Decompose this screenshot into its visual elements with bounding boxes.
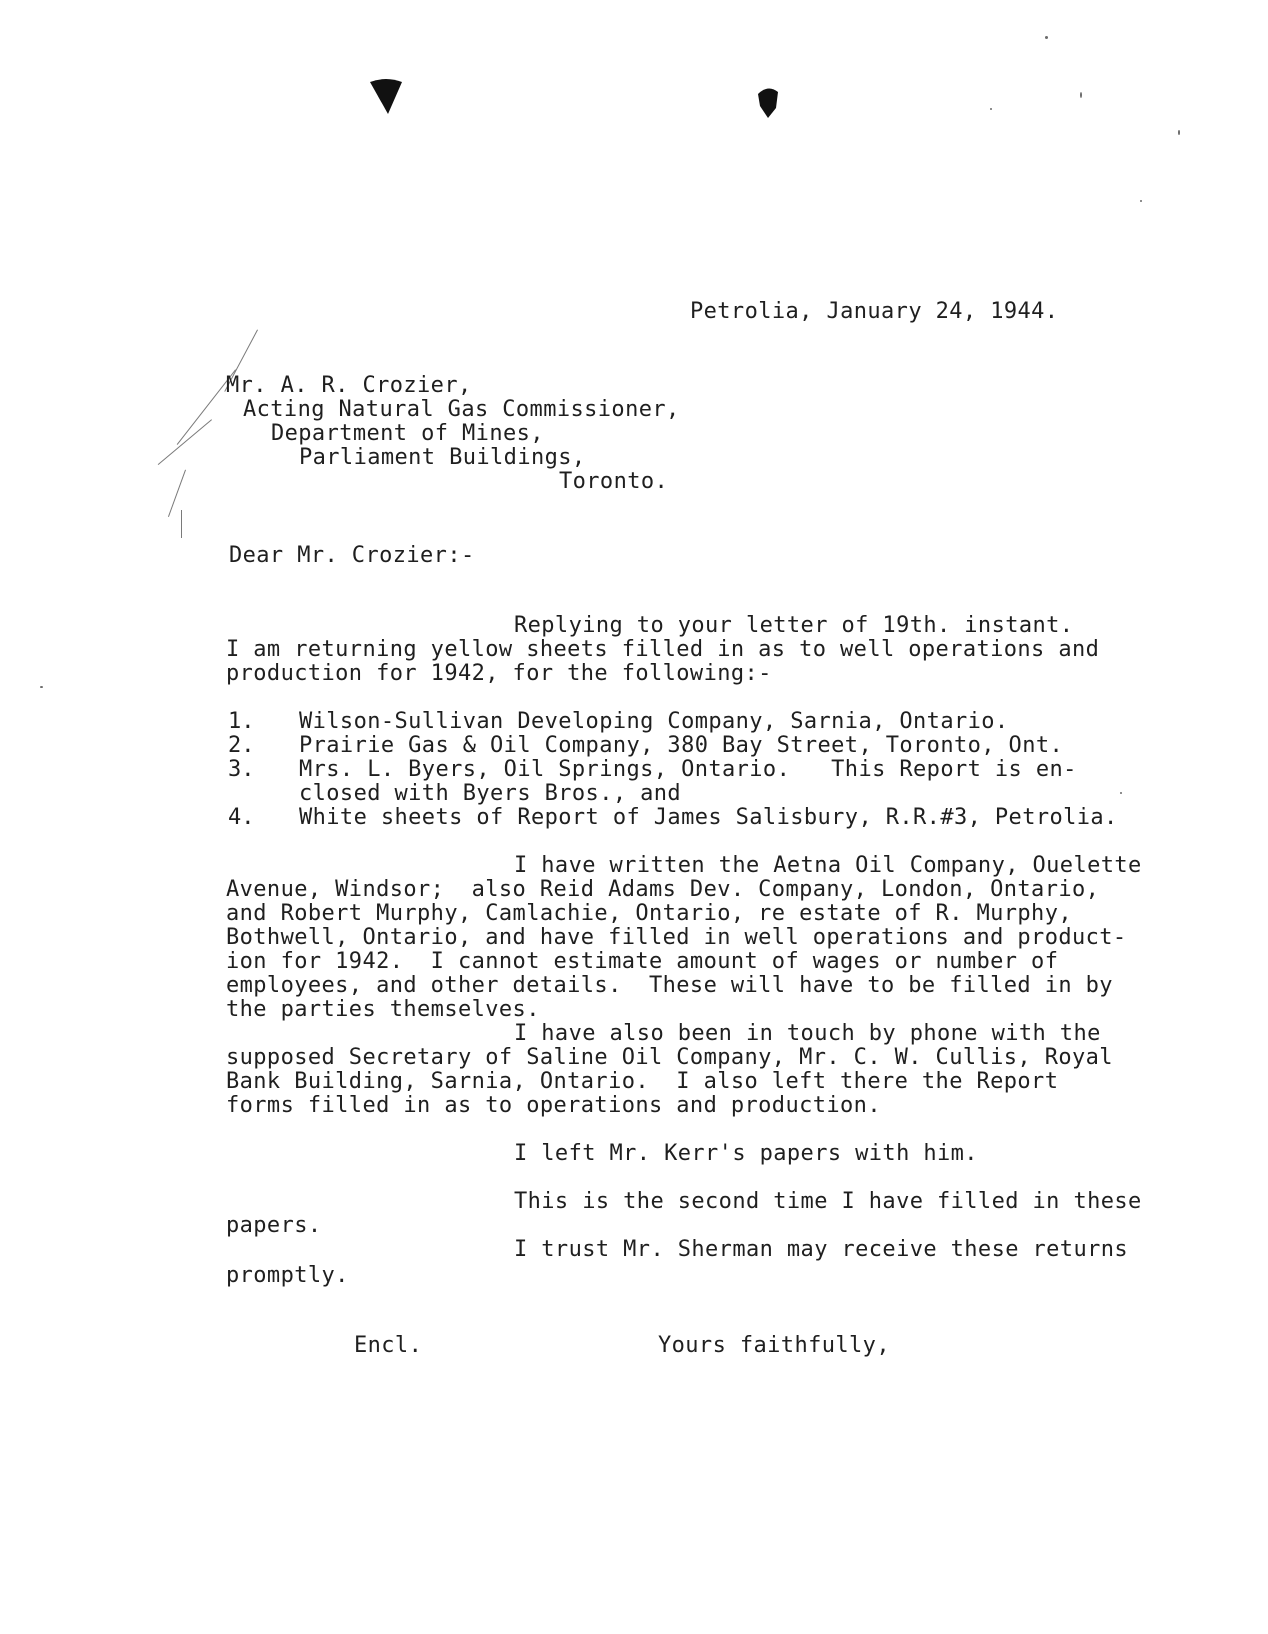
list-number: 1.	[228, 709, 255, 734]
punch-hole-right	[754, 84, 782, 120]
list-item: Wilson-Sullivan Developing Company, Sarnia, Ontario.	[299, 709, 1009, 734]
body-line: the parties themselves.	[226, 997, 540, 1022]
pencil-mark	[181, 510, 182, 538]
paper-speck	[1080, 92, 1082, 98]
list-item-continuation: closed with Byers Bros., and	[299, 781, 682, 806]
list-number: 3.	[228, 757, 255, 782]
body-line: and Robert Murphy, Camlachie, Ontario, re estate of R. Murphy,	[226, 901, 1072, 926]
paper-speck	[1178, 130, 1180, 135]
punch-hole-left	[368, 76, 404, 116]
body-line: forms filled in as to operations and production.	[226, 1093, 881, 1118]
body-line: I have also been in touch by phone with the	[514, 1021, 1101, 1046]
body-line: I left Mr. Kerr's papers with him.	[514, 1141, 978, 1166]
complimentary-close: Yours faithfully,	[658, 1333, 890, 1358]
list-number: 4.	[228, 805, 255, 830]
recipient-building: Parliament Buildings,	[299, 445, 586, 470]
body-line: I trust Mr. Sherman may receive these returns	[514, 1237, 1129, 1262]
body-line: supposed Secretary of Saline Oil Company, Mr. C. W. Cullis, Royal	[226, 1045, 1113, 1070]
body-line: This is the second time I have filled in these	[514, 1189, 1142, 1214]
body-line: Bothwell, Ontario, and have filled in well operations and product-	[226, 925, 1127, 950]
body-line: Bank Building, Sarnia, Ontario. I also left there the Report	[226, 1069, 1059, 1094]
salutation: Dear Mr. Crozier:-	[229, 543, 475, 568]
body-line: I have written the Aetna Oil Company, Ouelette	[514, 853, 1142, 878]
date-line: Petrolia, January 24, 1944.	[690, 299, 1059, 324]
paper-speck	[40, 686, 43, 688]
paper-speck	[1120, 792, 1122, 794]
body-line: ion for 1942. I cannot estimate amount of wages or number of	[226, 949, 1059, 974]
body-line: Avenue, Windsor; also Reid Adams Dev. Company, London, Ontario,	[226, 877, 1100, 902]
pencil-mark	[168, 470, 186, 517]
list-number: 2.	[228, 733, 255, 758]
paper-speck	[1140, 200, 1142, 202]
paper-speck	[1045, 36, 1048, 39]
body-line: I am returning yellow sheets filled in as to well operations and	[226, 637, 1100, 662]
pencil-mark	[158, 419, 212, 465]
body-line: employees, and other details. These will have to be filled in by	[226, 973, 1113, 998]
recipient-city: Toronto.	[559, 469, 669, 494]
body-line: promptly.	[226, 1263, 349, 1288]
body-line: papers.	[226, 1213, 322, 1238]
recipient-department: Department of Mines,	[271, 421, 544, 446]
list-item: White sheets of Report of James Salisbury, R.R.#3, Petrolia.	[299, 805, 1118, 830]
enclosure-note: Encl.	[354, 1333, 423, 1358]
paper-speck	[990, 108, 992, 110]
list-item: Mrs. L. Byers, Oil Springs, Ontario. This Report is en-	[299, 757, 1077, 782]
recipient-title: Acting Natural Gas Commissioner,	[243, 397, 680, 422]
recipient-name: Mr. A. R. Crozier,	[226, 373, 472, 398]
body-line: production for 1942, for the following:-	[226, 661, 772, 686]
list-item: Prairie Gas & Oil Company, 380 Bay Street, Toronto, Ont.	[299, 733, 1064, 758]
body-line: Replying to your letter of 19th. instant.	[514, 613, 1074, 638]
